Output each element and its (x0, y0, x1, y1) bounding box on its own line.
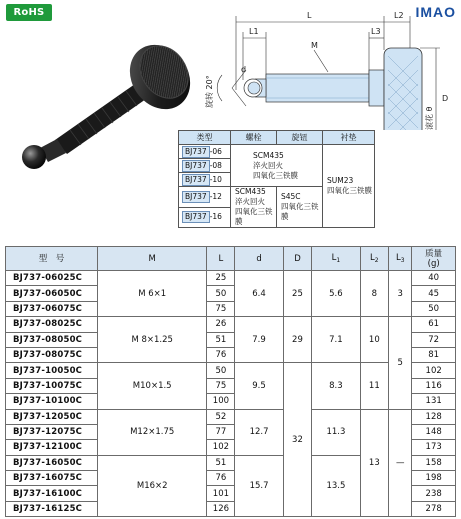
dim-D: D (442, 94, 449, 103)
table-row: BJ737-12075C 77 148 (6, 424, 456, 439)
spec-header-type: 类型 (179, 131, 231, 145)
header-L3: $L_3$ (389, 247, 412, 271)
dim-M: M (311, 41, 318, 50)
angle-note: 旋转 20° (205, 75, 214, 108)
spec-type: BJ737 -10 (179, 173, 231, 187)
table-row: BJ737-06050C 50 45 (6, 286, 456, 301)
header-L: L (207, 247, 235, 271)
spec-type: BJ737 -16 (179, 207, 231, 228)
dim-L2: L2 (394, 11, 404, 20)
spec-pad: SUM23 四氧化三铁膜 (323, 145, 375, 228)
table-row: BJ737-08025C M 8×1.25 26 7.9 29 7.1 10 5 61 (6, 317, 456, 332)
dim-L1: L1 (249, 27, 259, 36)
dimension-table (5, 246, 456, 517)
table-row: BJ737-16050C M16×2 51 15.7 13.5 158 (6, 455, 456, 470)
material-table (178, 130, 375, 228)
table-row: BJ737-16075C 76 198 (6, 471, 456, 486)
table-row: BJ737-16125C 126 278 (6, 501, 456, 516)
table-row: BJ737-10050C M10×1.5 50 9.5 32 8.3 11 102 (6, 363, 456, 378)
rohs-badge: RoHS (6, 4, 52, 21)
table-row: BJ737-10100C 100 131 (6, 394, 456, 409)
spec-type: BJ737 -06 (179, 145, 231, 159)
table-row: BJ737-12050C M12×1.75 52 12.7 11.3 13 — 128 (6, 409, 456, 424)
dim-L3: L3 (371, 27, 381, 36)
dim-d: d (241, 65, 247, 74)
table-row: BJ737-06025C M 6×1 25 6.4 25 5.6 8 3 40 (6, 271, 456, 286)
spec-type: BJ737 -08 (179, 159, 231, 173)
spec-type: BJ737 -12 (179, 187, 231, 208)
technical-drawing (0, 0, 461, 130)
table-row: BJ737-12100C 102 173 (6, 440, 456, 455)
header-D: D (283, 247, 312, 271)
header-L1: $L_1$ (312, 247, 360, 271)
header-model: 型 号 (6, 247, 98, 271)
table-row: BJ737-08075C 76 81 (6, 347, 456, 362)
header-d: d (235, 247, 283, 271)
dim-L: L (307, 11, 312, 20)
spec-header-bolt: 螺栓 (231, 131, 277, 145)
header-mass: 质量 (g) (412, 247, 456, 271)
table-row: BJ737-16100C 101 238 (6, 486, 456, 501)
spec-header-pad: 衬垫 (323, 131, 375, 145)
spec-header-knob: 旋钮 (277, 131, 323, 145)
table-row: BJ737-10075C 75 116 (6, 378, 456, 393)
knurl-note: 滚花 θ (425, 106, 434, 130)
table-row: BJ737-06075C 75 50 (6, 301, 456, 316)
spec-knob-b: S45C 四氧化三铁膜 (277, 187, 323, 228)
table-row: BJ737-08050C 51 72 (6, 332, 456, 347)
brand-logo: IMAO (415, 4, 456, 20)
spec-bolt-b: SCM435 淬火回火 四氧化三铁膜 (231, 187, 277, 228)
header-M: M (98, 247, 207, 271)
header-L2: $L_2$ (360, 247, 389, 271)
spec-bolt-knob-a: SCM435 淬火回火 四氧化三铁膜 (231, 145, 323, 187)
